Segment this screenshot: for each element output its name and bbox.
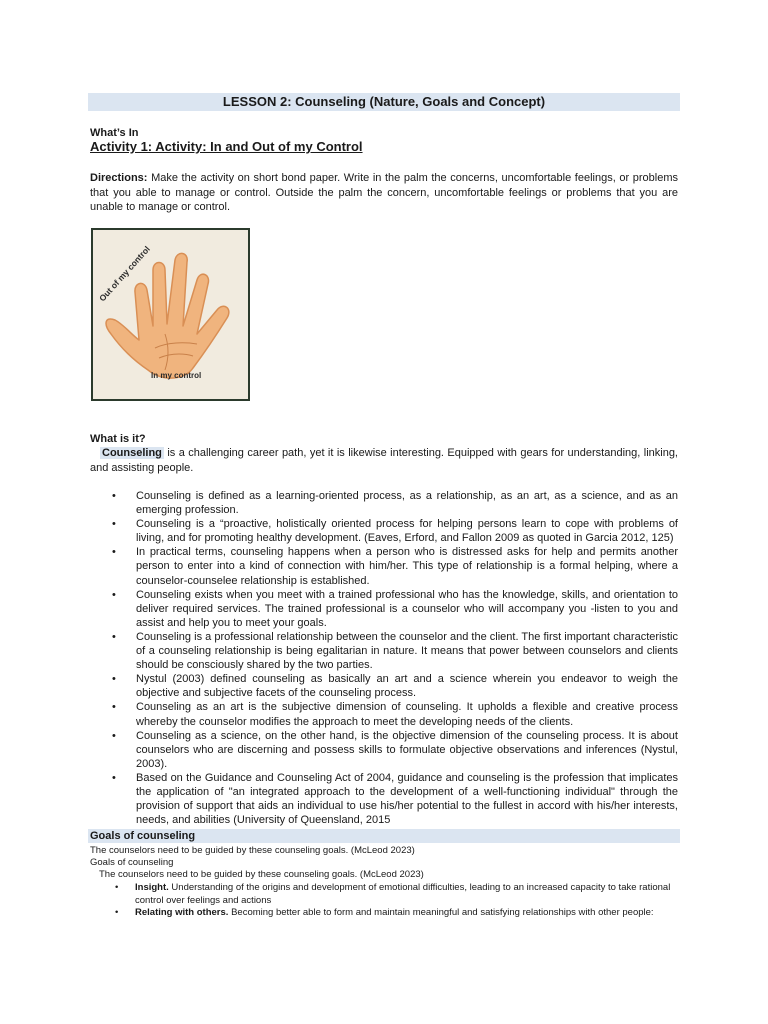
list-item: • Counseling is a “proactive, holistically oriented process for helping persons learn to cope with problems of living, and for promoting healthy development. (Eaves, Erford, and Fallon 2009 as quoted in Garcia 2012, 125): [112, 518, 678, 545]
intro-highlight-word: Counseling: [102, 447, 162, 459]
list-item: • Counseling exists when you meet with a trained professional who has the knowledge, skills, and orientation to deliver required services. The trained professional is a counselor who will accompany you -listen to you and assist and help you to meet your goals.: [112, 588, 678, 629]
intro-paragraph: [90, 446, 678, 475]
directions-text: Make the activity on short bond paper. Write in the palm the concerns, uncomfortable feelings, or problems that you able to manage or control. Outside the palm the concern, uncomfortable feelings or problems that you are unable to manage or control.: [90, 172, 678, 213]
activity-title: Activity 1: Activity: In and Out of my Control: [90, 139, 363, 154]
bullet-icon: •: [112, 771, 116, 784]
intro-text: is a challenging career path, yet it is likewise interesting. Equipped with gears for understanding, linking, and assisting people.: [90, 447, 678, 474]
goals-list: [90, 882, 678, 920]
bullet-icon: •: [115, 907, 119, 918]
list-item: • Counseling as an art is the subjective dimension of counseling. It upholds a flexible and creative process whereby the counselor modifies the approach to meet the developing needs of the clients.: [112, 701, 678, 728]
inside-control-label: In my control: [151, 371, 202, 380]
list-item: • Counseling is a professional relationship between the counselor and the client. The first important characteristic of a counseling relationship is being egalitarian in nature. It means that power between counselors and clients should be consciously shared by the two parties.: [112, 630, 678, 672]
goals-intro-line: The counselors need to be guided by these counseling goals. (McLeod 2023): [90, 845, 415, 856]
goal-item-insight: • Insight. Understanding of the origins and development of emotional difficulties, leading to an increased capacity to take rational control over feelings and actions: [115, 882, 671, 906]
goals-intro-line-repeat: The counselors need to be guided by these counseling goals. (McLeod 2023): [99, 869, 424, 880]
list-item: • Counseling is defined as a learning-oriented process, as a relationship, as an art, as a science, and as an emerging profession.: [112, 490, 678, 517]
definition-list: [90, 489, 678, 827]
list-item: • Nystul (2003) defined counseling as basically an art and a science wherein you endeavor to weigh the objective and subjective facets of the counseling process.: [112, 673, 678, 700]
bullet-icon: •: [112, 729, 116, 742]
list-item: • Counseling as a science, on the other hand, is the objective dimension of the counseling process. It is about counselors who are discerning and possess skills to formulate objective observations and inferences (Nystul, 2003).: [112, 729, 678, 770]
bullet-icon: •: [112, 490, 116, 502]
what-is-it-heading: What is it?: [90, 433, 146, 445]
outside-control-label: Out of my control: [97, 243, 152, 304]
bullet-icon: •: [112, 588, 116, 601]
goals-heading: Goals of counseling: [88, 829, 680, 843]
directions-label: Directions:: [90, 172, 148, 184]
directions-paragraph: [90, 171, 678, 215]
list-item: • In practical terms, counseling happens when a person who is distressed asks for help and permits another person to enter into a kind of connection with him/her. This type of relationship is a formal helping, where a counselor-counselee relationship is established.: [112, 546, 678, 587]
goal-item-relating: • Relating with others. Becoming better able to form and maintain meaningful and satisfying relationships with other people:: [115, 907, 654, 918]
bullet-icon: •: [112, 673, 116, 686]
list-item: • Based on the Guidance and Counseling Act of 2004, guidance and counseling is the profession that implicates the application of "an integrated approach to the development of a well-functioning individual" through the provision of support that aids an individual to use his/her potential to the fullest in accord with his/her interests, needs, and abilities (University of Queensland, 2015: [112, 771, 678, 827]
bullet-icon: •: [112, 701, 116, 714]
lesson-title: LESSON 2: Counseling (Nature, Goals and Concept): [88, 93, 680, 111]
goals-subheading: Goals of counseling: [90, 857, 174, 868]
whats-in-heading: What’s In: [90, 127, 139, 139]
bullet-icon: •: [115, 882, 119, 893]
bullet-icon: •: [112, 518, 116, 531]
hand-drawing: [93, 230, 248, 399]
hand-illustration: [91, 228, 250, 401]
bullet-icon: •: [112, 546, 116, 559]
bullet-icon: •: [112, 630, 116, 643]
